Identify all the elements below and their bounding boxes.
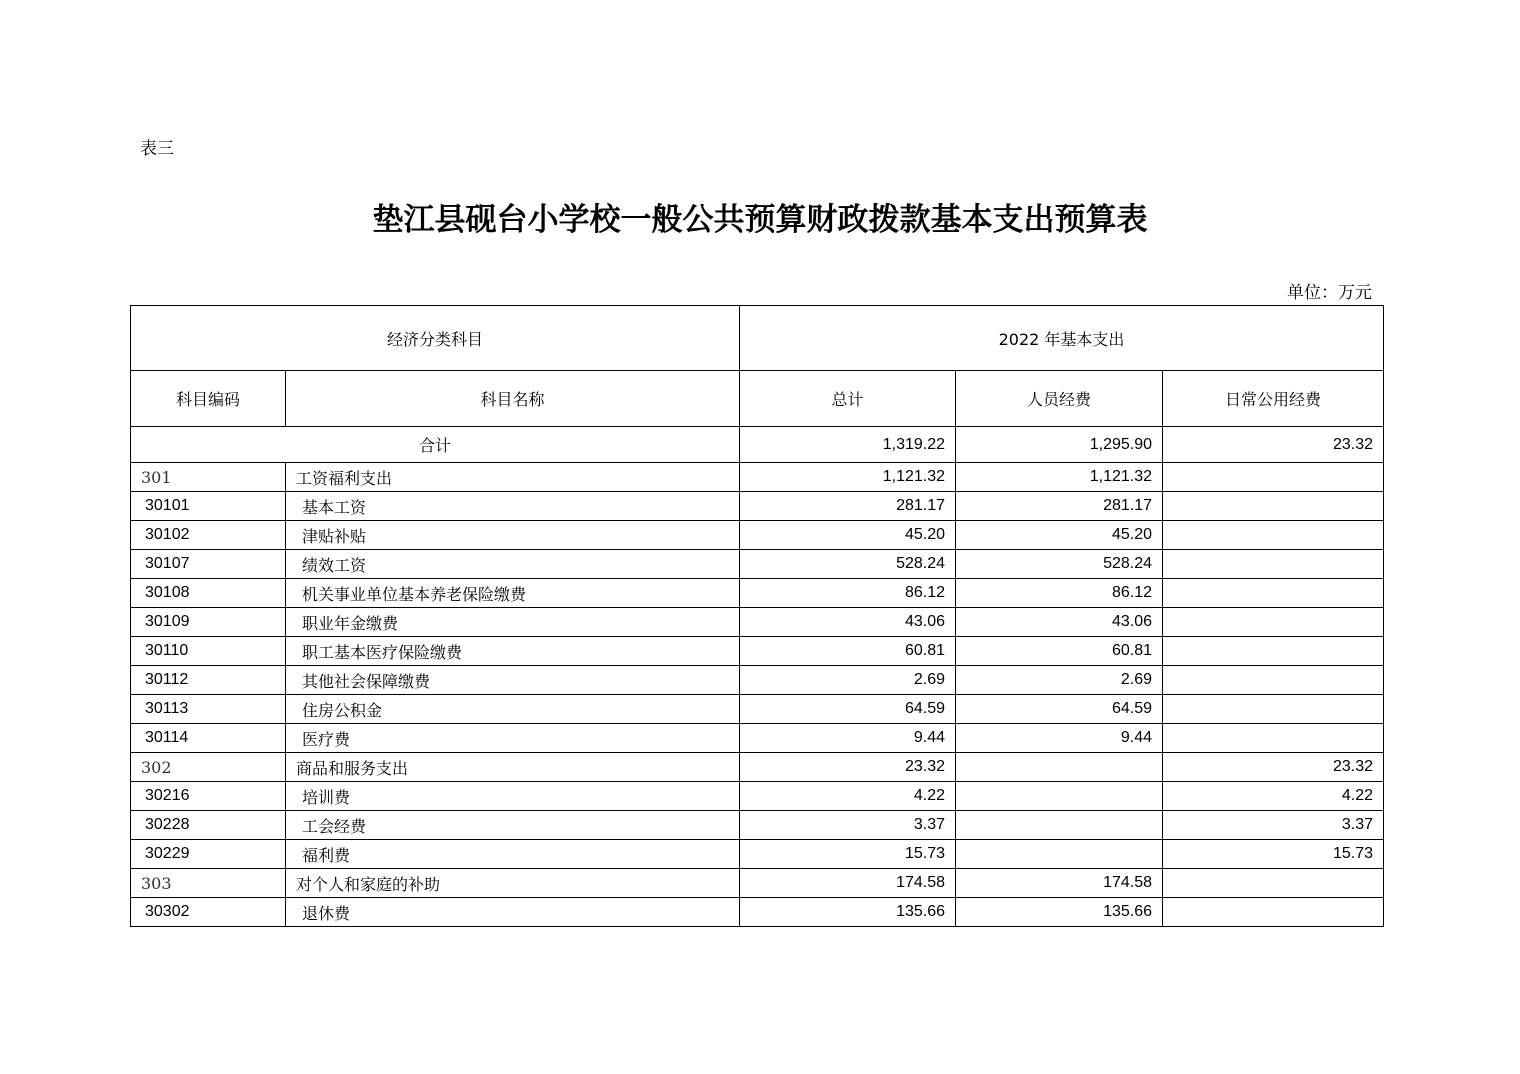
row-total: 64.59 [740,695,956,724]
table-row [131,579,1384,608]
row-subject-code: 30108 [131,579,286,608]
header-economic-classification: 经济分类科目 [131,306,740,371]
row-public-expense [1163,608,1384,637]
budget-table-body [131,306,1384,927]
document-title: 垫江县砚台小学校一般公共预算财政拨款基本支出预算表 [372,202,1148,238]
header-public-expense: 日常公用经费 [1163,371,1384,427]
row-personnel-expense: 9.44 [956,724,1163,753]
row-public-expense [1163,492,1384,521]
total-total: 1,319.22 [740,427,956,463]
row-subject-name: 住房公积金 [286,695,740,724]
row-public-expense [1163,550,1384,579]
row-total: 23.32 [740,753,956,782]
row-personnel-expense: 45.20 [956,521,1163,550]
row-subject-code: 30109 [131,608,286,637]
table-label: 表三 [140,139,174,159]
row-total: 15.73 [740,840,956,869]
row-personnel-expense: 43.06 [956,608,1163,637]
row-personnel-expense [956,753,1163,782]
row-personnel-expense [956,840,1163,869]
table-row [131,637,1384,666]
total-personnel: 1,295.90 [956,427,1163,463]
row-personnel-expense: 60.81 [956,637,1163,666]
row-subject-code: 30107 [131,550,286,579]
row-personnel-expense: 2.69 [956,666,1163,695]
row-subject-name: 工会经费 [286,811,740,840]
row-subject-name: 机关事业单位基本养老保险缴费 [286,579,740,608]
unit-label: 单位：万元 [1287,283,1372,303]
row-personnel-expense: 528.24 [956,550,1163,579]
header-basic-expenditure: 2022 年基本支出 [740,306,1384,371]
row-personnel-expense: 86.12 [956,579,1163,608]
row-total: 2.69 [740,666,956,695]
row-personnel-expense: 174.58 [956,869,1163,898]
budget-table [130,305,1384,927]
header-total: 总计 [740,371,956,427]
row-public-expense: 4.22 [1163,782,1384,811]
row-subject-name: 绩效工资 [286,550,740,579]
total-public: 23.32 [1163,427,1384,463]
row-subject-code: 30216 [131,782,286,811]
row-personnel-expense [956,811,1163,840]
table-row [131,753,1384,782]
row-subject-name: 培训费 [286,782,740,811]
row-public-expense [1163,695,1384,724]
row-total: 43.06 [740,608,956,637]
row-public-expense [1163,521,1384,550]
row-public-expense [1163,898,1384,927]
row-subject-code: 302 [131,753,286,782]
table-row [131,463,1384,492]
row-subject-name: 基本工资 [286,492,740,521]
row-subject-code: 30102 [131,521,286,550]
row-personnel-expense: 64.59 [956,695,1163,724]
row-total: 9.44 [740,724,956,753]
row-public-expense [1163,637,1384,666]
row-total: 1,121.32 [740,463,956,492]
row-public-expense [1163,579,1384,608]
row-subject-code: 30113 [131,695,286,724]
row-subject-code: 30101 [131,492,286,521]
row-subject-code: 30110 [131,637,286,666]
row-total: 528.24 [740,550,956,579]
total-row [131,427,1384,463]
row-subject-code: 30228 [131,811,286,840]
row-total: 45.20 [740,521,956,550]
row-subject-name: 商品和服务支出 [286,753,740,782]
table-row [131,811,1384,840]
row-total: 174.58 [740,869,956,898]
row-total: 281.17 [740,492,956,521]
header-subject-name: 科目名称 [286,371,740,427]
table-row [131,840,1384,869]
row-public-expense [1163,869,1384,898]
row-subject-name: 医疗费 [286,724,740,753]
row-subject-name: 退休费 [286,898,740,927]
row-public-expense: 15.73 [1163,840,1384,869]
row-public-expense: 23.32 [1163,753,1384,782]
table-row [131,666,1384,695]
row-personnel-expense: 135.66 [956,898,1163,927]
table-row [131,521,1384,550]
table-row [131,724,1384,753]
header-column-row [131,371,1384,427]
row-total: 86.12 [740,579,956,608]
table-row [131,898,1384,927]
row-subject-name: 工资福利支出 [286,463,740,492]
row-total: 135.66 [740,898,956,927]
row-subject-code: 301 [131,463,286,492]
row-public-expense [1163,463,1384,492]
row-total: 3.37 [740,811,956,840]
row-personnel-expense: 281.17 [956,492,1163,521]
header-group-row [131,306,1384,371]
row-subject-code: 30112 [131,666,286,695]
row-public-expense: 3.37 [1163,811,1384,840]
row-total: 60.81 [740,637,956,666]
header-subject-code: 科目编码 [131,371,286,427]
row-subject-code: 303 [131,869,286,898]
table-row [131,550,1384,579]
row-subject-name: 津贴补贴 [286,521,740,550]
row-subject-code: 30229 [131,840,286,869]
row-total: 4.22 [740,782,956,811]
row-subject-code: 30302 [131,898,286,927]
row-subject-code: 30114 [131,724,286,753]
header-personnel-expense: 人员经费 [956,371,1163,427]
row-public-expense [1163,724,1384,753]
row-subject-name: 对个人和家庭的补助 [286,869,740,898]
table-row [131,492,1384,521]
row-subject-name: 职工基本医疗保险缴费 [286,637,740,666]
table-row [131,695,1384,724]
row-personnel-expense [956,782,1163,811]
row-subject-name: 福利费 [286,840,740,869]
row-public-expense [1163,666,1384,695]
table-row [131,608,1384,637]
table-row [131,869,1384,898]
row-subject-name: 职业年金缴费 [286,608,740,637]
table-row [131,782,1384,811]
row-personnel-expense: 1,121.32 [956,463,1163,492]
row-subject-name: 其他社会保障缴费 [286,666,740,695]
total-label: 合计 [131,427,740,463]
